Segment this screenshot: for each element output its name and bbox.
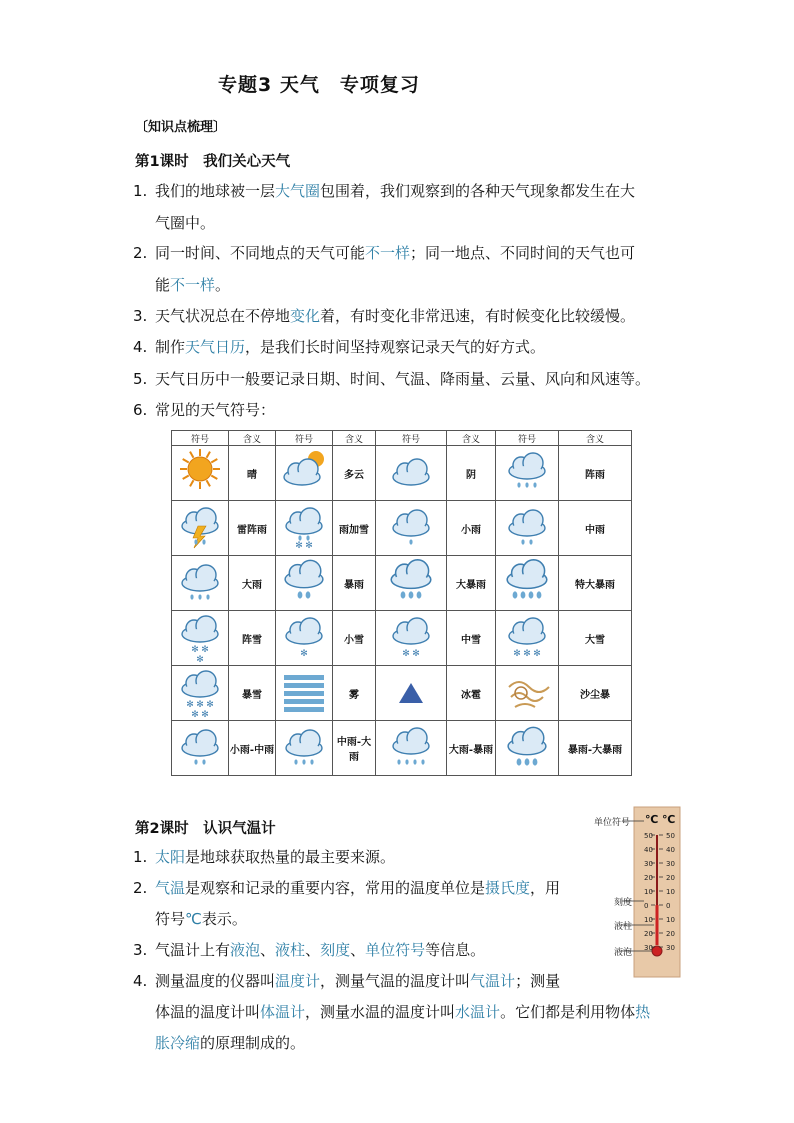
weather-symbol-table — [171, 430, 632, 776]
rainstorm-icon — [276, 557, 332, 609]
list-item-line — [133, 275, 230, 295]
symbol-cell — [496, 611, 559, 666]
table-row — [172, 721, 632, 776]
thermometer-tick-label: 30 — [666, 944, 675, 952]
text-segment: 测量温度的仪器叫 — [155, 972, 276, 990]
text-segment: 气温计上有 — [155, 941, 231, 959]
text-segment: 是地球获取热量的最主要来源。 — [185, 848, 396, 866]
highlight-term: 液柱 — [275, 941, 306, 959]
svg-text:✻: ✻ — [523, 649, 531, 659]
list-item-line — [133, 337, 545, 357]
meaning-cell: 雨加雪 — [333, 501, 376, 556]
symbol-cell — [172, 611, 229, 666]
svg-text:✻: ✻ — [206, 700, 214, 710]
thermometer-tick-label: 30 — [644, 860, 653, 868]
text-segment: ，用 — [530, 879, 561, 897]
svg-text:✻: ✻ — [513, 649, 521, 659]
list-item-line — [133, 181, 635, 201]
meaning-cell: 中雪 — [447, 611, 496, 666]
svg-text:✻: ✻ — [402, 649, 410, 659]
meaning-cell: 暴雪 — [229, 666, 276, 721]
hail-icon — [383, 667, 439, 719]
table-header-row — [172, 431, 632, 446]
text-segment: 同一时间、不同地点的天气可能 — [155, 244, 366, 262]
list-number: 1. — [133, 182, 148, 200]
label-bulb: 液泡 — [614, 948, 633, 958]
symbol-cell — [376, 501, 447, 556]
list-number: 4. — [133, 972, 148, 990]
sun-icon — [172, 447, 228, 499]
meaning-cell: 暴雨-大暴雨 — [559, 721, 632, 776]
text-segment: ，测量水温的温度计叫 — [305, 1003, 456, 1021]
light-rain-icon — [383, 502, 439, 554]
moderate-rain-icon — [499, 502, 555, 554]
meaning-cell: 小雨 — [447, 501, 496, 556]
text-segment: 等信息。 — [425, 941, 486, 959]
highlight-term: 刻度 — [320, 941, 351, 959]
meaning-cell: 大雨 — [229, 556, 276, 611]
symbol-cell — [376, 611, 447, 666]
thermometer-tick-label: 10 — [644, 888, 653, 896]
symbol-cell — [276, 501, 333, 556]
text-segment: 我们的地球被一层 — [155, 182, 276, 200]
symbol-cell — [276, 556, 333, 611]
list-item-line — [133, 306, 635, 326]
label-scale: 刻度 — [614, 898, 633, 908]
thermometer-tick-label: 50 — [666, 832, 675, 840]
symbol-cell — [496, 446, 559, 501]
list-item-line — [133, 1033, 305, 1053]
text-segment: 、 — [305, 941, 321, 959]
text-segment: 、 — [350, 941, 366, 959]
list-item-line — [133, 243, 635, 263]
highlight-term: 胀冷缩 — [155, 1034, 201, 1052]
moderate-snow-icon — [383, 612, 439, 664]
heavy-snow-icon — [499, 612, 555, 664]
highlight-term: 不一样 — [170, 276, 216, 294]
text-segment: ；同一地点、不同时间的天气也可 — [410, 244, 636, 262]
highlight-term: 不一样 — [365, 244, 411, 262]
symbol-cell — [496, 721, 559, 776]
thermometer-tick-label: 30 — [666, 860, 675, 868]
thermometer-tick-label: 40 — [666, 846, 675, 854]
light-to-moderate-rain-icon — [172, 722, 228, 774]
symbol-cell — [172, 721, 229, 776]
symbol-cell — [496, 556, 559, 611]
text-segment: ，测量气温的温度计叫 — [320, 972, 471, 990]
list-number: 3. — [133, 307, 148, 325]
text-segment: 制作 — [155, 338, 186, 356]
meaning-cell: 中雨 — [559, 501, 632, 556]
table-row — [172, 611, 632, 666]
svg-text:✻: ✻ — [196, 700, 204, 710]
meaning-cell: 雷阵雨 — [229, 501, 276, 556]
thermometer-tick-label: 20 — [666, 874, 675, 882]
thermometer-tick-label: 30 — [644, 944, 653, 952]
text-segment: ；测量 — [515, 972, 561, 990]
text-segment: 。它们都是利用物体 — [500, 1003, 636, 1021]
snow-shower-icon — [172, 612, 228, 664]
list-number: 1. — [133, 848, 148, 866]
svg-text:✻: ✻ — [412, 649, 420, 659]
svg-text:✻: ✻ — [300, 649, 308, 659]
highlight-term: 体温计 — [260, 1003, 306, 1021]
text-segment: 是观察和记录的重要内容，常用的温度单位是 — [185, 879, 486, 897]
list-number: 6. — [133, 401, 148, 419]
meaning-cell: 多云 — [333, 446, 376, 501]
section-tag: 〔知识点梳理〕 — [135, 120, 227, 135]
symbol-cell — [276, 721, 333, 776]
svg-text:✻: ✻ — [191, 710, 199, 719]
thermometer-tick-label: 10 — [666, 916, 675, 924]
header-meaning: 含义 — [447, 431, 496, 446]
meaning-cell: 阵雪 — [229, 611, 276, 666]
thermometer-icon — [592, 805, 686, 980]
svg-text:✻: ✻ — [201, 645, 209, 655]
list-number: 5. — [133, 370, 148, 388]
list-item-line — [133, 940, 485, 960]
text-segment: 天气日历中一般要记录日期、时间、气温、降雨量、云量、风向和风速等。 — [155, 370, 651, 388]
cloud-icon — [383, 447, 439, 499]
header-meaning: 含义 — [559, 431, 632, 446]
table-row — [172, 501, 632, 556]
thunderstorm-icon — [172, 502, 228, 554]
meaning-cell: 沙尘暴 — [559, 666, 632, 721]
thermometer-tick-label: 10 — [644, 916, 653, 924]
text-segment: 、 — [260, 941, 276, 959]
text-segment: 常见的天气符号： — [155, 401, 276, 419]
rainstorm-to-heavy-rainstorm-icon — [499, 722, 555, 774]
meaning-cell: 晴 — [229, 446, 276, 501]
svg-text:✻: ✻ — [201, 710, 209, 719]
meaning-cell: 冰雹 — [447, 666, 496, 721]
text-segment: ，是我们长时间坚持观察记录天气的好方式。 — [245, 338, 546, 356]
text-segment: 的原理制成的。 — [200, 1034, 306, 1052]
sleet-icon — [276, 502, 332, 554]
meaning-cell: 雾 — [333, 666, 376, 721]
meaning-cell: 小雪 — [333, 611, 376, 666]
header-meaning: 含义 — [333, 431, 376, 446]
text-segment: 气圈中。 — [155, 214, 216, 232]
symbol-cell — [172, 501, 229, 556]
text-segment: 着，有时变化非常迅速，有时候变化比较缓慢。 — [320, 307, 636, 325]
symbol-cell — [276, 666, 333, 721]
lesson2-title: 第2课时 认识气温计 — [135, 821, 276, 837]
text-segment: 表示。 — [201, 910, 247, 928]
symbol-cell — [172, 446, 229, 501]
symbol-cell — [376, 556, 447, 611]
highlight-term: ℃ — [185, 910, 202, 928]
list-item-line — [133, 847, 395, 867]
highlight-term: 液泡 — [230, 941, 261, 959]
meaning-cell: 阵雨 — [559, 446, 632, 501]
table-row — [172, 556, 632, 611]
lesson1-title: 第1课时 我们关心天气 — [135, 154, 291, 170]
text-segment: 符号 — [155, 910, 186, 928]
table-row — [172, 666, 632, 721]
highlight-term: 温度计 — [275, 972, 321, 990]
partly-cloudy-icon — [276, 447, 332, 499]
meaning-cell: 大暴雨 — [447, 556, 496, 611]
list-item-line — [133, 1002, 650, 1022]
header-meaning: 含义 — [229, 431, 276, 446]
highlight-term: 水温计 — [455, 1003, 501, 1021]
thermometer-figure — [592, 805, 686, 980]
meaning-cell: 大雨-暴雨 — [447, 721, 496, 776]
highlight-term: 天气日历 — [185, 338, 246, 356]
text-segment: 能 — [155, 276, 171, 294]
symbol-cell — [276, 446, 333, 501]
highlight-term: 气温计 — [470, 972, 516, 990]
svg-text:✻: ✻ — [533, 649, 541, 659]
highlight-term: 变化 — [290, 307, 321, 325]
thermometer-tick-label: 0 — [666, 902, 671, 910]
heavy-rainstorm-icon — [383, 557, 439, 609]
list-number: 2. — [133, 879, 148, 897]
symbol-cell — [496, 666, 559, 721]
light-snow-icon — [276, 612, 332, 664]
symbol-cell — [376, 446, 447, 501]
list-number: 2. — [133, 244, 148, 262]
symbol-cell — [376, 721, 447, 776]
header-symbol: 符号 — [376, 431, 447, 446]
header-symbol: 符号 — [496, 431, 559, 446]
unit-celsius-right: ℃ — [662, 813, 676, 826]
meaning-cell: 特大暴雨 — [559, 556, 632, 611]
highlight-term: 单位符号 — [365, 941, 426, 959]
svg-text:✻: ✻ — [186, 700, 194, 710]
svg-text:✻: ✻ — [305, 541, 313, 551]
symbol-cell — [276, 611, 333, 666]
extreme-rainstorm-icon — [499, 557, 555, 609]
thermometer-tick-label: 50 — [644, 832, 653, 840]
list-item-line — [133, 971, 560, 991]
highlight-term: 大气圈 — [275, 182, 321, 200]
svg-text:✻: ✻ — [191, 645, 199, 655]
thermometer-tick-label: 20 — [644, 930, 653, 938]
label-unit-symbol: 单位符号 — [594, 818, 631, 828]
list-item-line — [133, 400, 275, 420]
svg-text:✻: ✻ — [295, 541, 303, 551]
highlight-term: 摄氏度 — [485, 879, 531, 897]
list-item-line — [133, 909, 247, 929]
text-segment: 天气状况总在不停地 — [155, 307, 291, 325]
thermometer-tick-label: 20 — [644, 874, 653, 882]
highlight-term: 热 — [635, 1003, 651, 1021]
header-symbol: 符号 — [172, 431, 229, 446]
label-column: 液柱 — [614, 922, 633, 932]
symbol-cell — [376, 666, 447, 721]
fog-icon — [276, 667, 332, 719]
thermometer-tick-label: 20 — [666, 930, 675, 938]
meaning-cell: 暴雨 — [333, 556, 376, 611]
highlight-term: 太阳 — [155, 848, 186, 866]
heavy-rain-icon — [172, 557, 228, 609]
symbol-cell — [496, 501, 559, 556]
meaning-cell: 小雨-中雨 — [229, 721, 276, 776]
svg-text:✻: ✻ — [196, 655, 204, 664]
shower-icon — [499, 447, 555, 499]
list-item-line — [133, 878, 560, 898]
list-item-line — [133, 369, 650, 389]
header-symbol: 符号 — [276, 431, 333, 446]
blizzard-icon — [172, 667, 228, 719]
highlight-term: 气温 — [155, 879, 186, 897]
thermometer-tick-label: 10 — [666, 888, 675, 896]
unit-celsius-left: ℃ — [645, 813, 659, 826]
list-number: 3. — [133, 941, 148, 959]
thermometer-tick-label: 40 — [644, 846, 653, 854]
symbol-cell — [172, 666, 229, 721]
list-number: 4. — [133, 338, 148, 356]
heavy-rain-to-rainstorm-icon — [383, 722, 439, 774]
text-segment: 包围着，我们观察到的各种天气现象都发生在大 — [320, 182, 636, 200]
sandstorm-icon — [499, 667, 555, 719]
thermometer-tick-label: 0 — [644, 902, 649, 910]
text-segment: 。 — [215, 276, 231, 294]
meaning-cell: 大雪 — [559, 611, 632, 666]
text-segment: 体温的温度计叫 — [155, 1003, 261, 1021]
meaning-cell: 中雨-大雨 — [333, 721, 376, 776]
table-row — [172, 446, 632, 501]
moderate-to-heavy-rain-icon — [276, 722, 332, 774]
meaning-cell: 阴 — [447, 446, 496, 501]
page-title: 专题3 天气 专项复习 — [218, 74, 420, 96]
list-item-line — [133, 213, 215, 233]
symbol-cell — [172, 556, 229, 611]
